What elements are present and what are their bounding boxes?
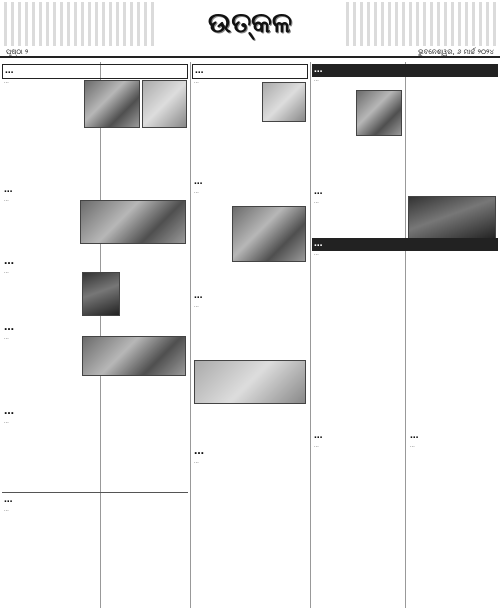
story-headline: …	[2, 64, 188, 79]
column-rule	[310, 62, 311, 608]
story-headline: …	[194, 446, 204, 457]
dateline: ଭୁବନେଶ୍ୱର, ୬ ମାର୍ଚ୍ଚ ୨୦୨୪	[418, 48, 494, 56]
story	[2, 404, 188, 490]
story-headline: …	[4, 322, 14, 333]
story-body: …	[314, 200, 319, 205]
story-body: …	[194, 460, 199, 465]
story-headline: …	[314, 431, 323, 441]
news-photo	[194, 360, 306, 404]
story	[312, 238, 498, 428]
story-headline: …	[4, 185, 13, 195]
story-body: …	[4, 508, 9, 513]
page-label: ପୃଷ୍ଠା ୨	[6, 48, 29, 56]
story	[192, 444, 308, 608]
news-photo	[232, 206, 306, 262]
story-body: …	[4, 420, 9, 425]
temple-illustration-right	[346, 2, 496, 46]
temple-illustration-left	[4, 2, 154, 46]
story-headline: …	[194, 177, 203, 187]
story-headline: …	[4, 495, 13, 505]
story-body: …	[194, 80, 199, 85]
story-body: …	[4, 336, 9, 341]
story	[2, 494, 188, 608]
story-lead-right	[312, 64, 498, 184]
story-body: …	[4, 198, 9, 203]
column-rule	[190, 62, 191, 608]
story-body: …	[4, 270, 9, 275]
story-body: …	[4, 80, 9, 85]
story-headline: …	[192, 64, 308, 79]
story-body: …	[194, 190, 199, 195]
story-body: …	[314, 252, 319, 257]
story	[312, 430, 404, 608]
news-photo	[408, 196, 496, 240]
section-rule	[2, 492, 188, 493]
news-photo	[356, 90, 402, 136]
story-headline: …	[4, 256, 14, 267]
news-photo	[80, 200, 186, 244]
story-headline: …	[410, 431, 419, 441]
story-body: …	[314, 444, 319, 449]
story-body: …	[410, 444, 415, 449]
story-headline: …	[314, 187, 323, 197]
story-body: …	[194, 304, 199, 309]
news-photo	[142, 80, 187, 128]
story-headline: …	[4, 406, 14, 417]
story-headline: …	[312, 238, 498, 251]
story-headline: …	[312, 64, 498, 77]
news-photo	[262, 82, 306, 122]
story-body: …	[314, 78, 319, 83]
newspaper-title: ଉତ୍କଳ	[207, 6, 293, 39]
story-headline: …	[194, 291, 203, 301]
news-photo	[82, 336, 186, 376]
news-photo	[84, 80, 140, 128]
story	[408, 430, 498, 608]
masthead	[0, 0, 500, 58]
portrait-photo	[82, 272, 120, 316]
